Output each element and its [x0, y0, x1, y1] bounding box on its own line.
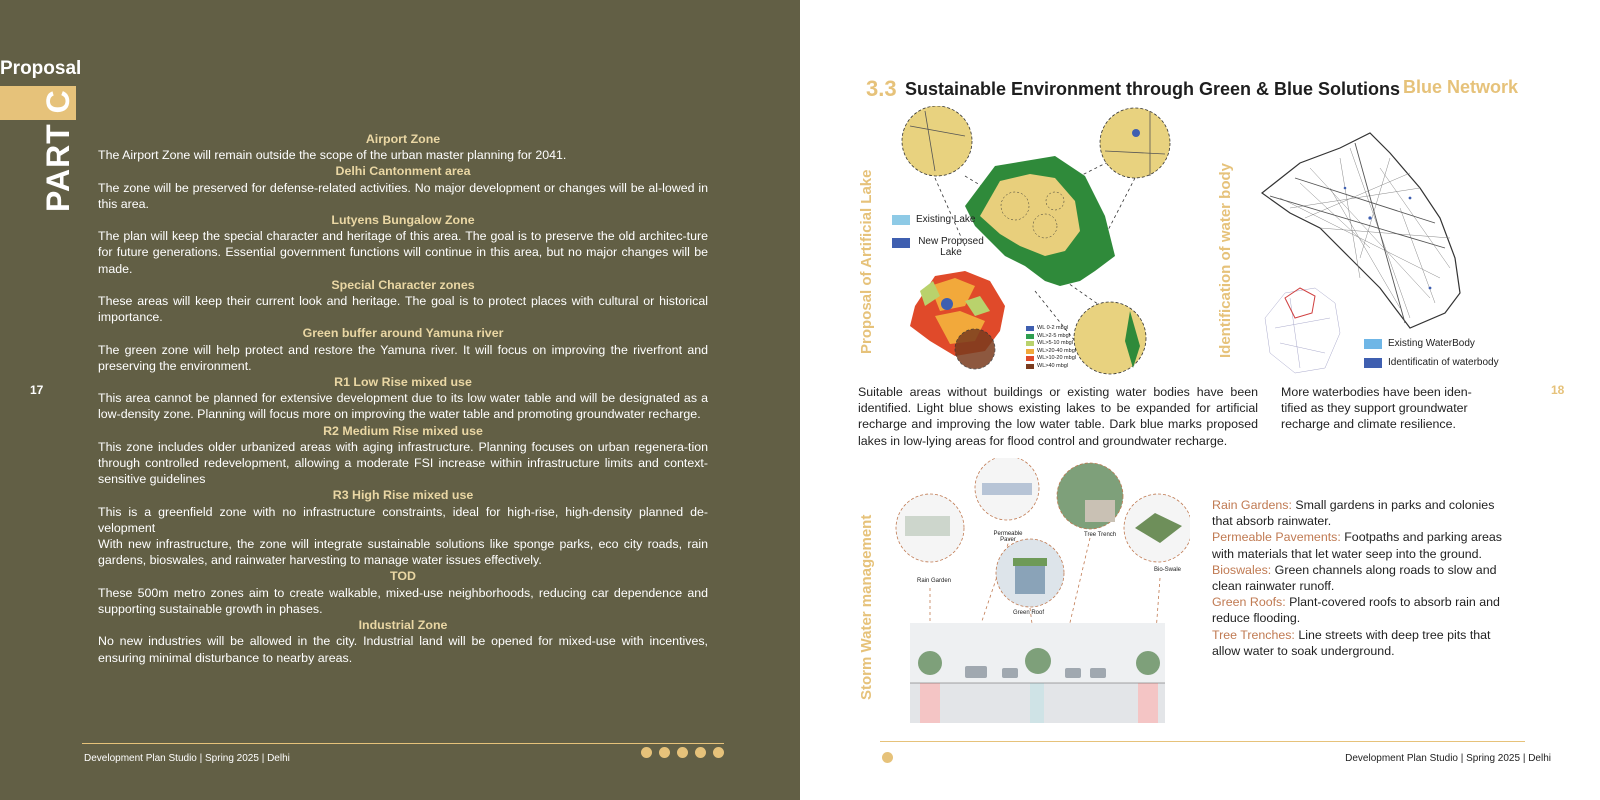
zone-title: R3 High Rise mixed use [332, 488, 474, 503]
zone-description: This zone includes older urbanized areas with aging infrastructure. Planning focuses on urban regenera-tion through controlled redevelopment, allowing a moderate FSI increase within infrastructure limits and context-sensitive guidelines [98, 439, 708, 487]
lake-description: Suitable areas without buildings or existing water bodies have been identified. Light blue shows existing lakes to be expanded for artificial recharge and improving the low water table. Dark blue marks proposed lakes in low-lying areas for flood control and groundwater recharge. [858, 385, 1258, 448]
wl-legend-label: WL>10-20 mbgl [1037, 355, 1076, 361]
wl-legend-label: WL>20-40 mbgl [1037, 347, 1076, 354]
zone-title: Special Character zones [331, 277, 475, 292]
storm-water-illustration [890, 458, 1190, 733]
vertical-label-storm: Storm Water management [858, 514, 875, 700]
swatch-icon [1026, 356, 1034, 361]
wl-legend-item [1026, 363, 1076, 371]
storm-measure-term: Tree Trenches: [1212, 627, 1295, 642]
page-number-left: 17 [30, 383, 44, 397]
swatch-icon [1026, 341, 1034, 346]
storm-measure-text: Footpaths and parking areas with materials that let water seep into the ground. [1212, 530, 1502, 561]
zone-title: Green buffer around Yamuna river [302, 326, 504, 341]
storm-measure-term: Green Roofs: [1212, 595, 1286, 610]
legend-identified-waterbody [1364, 357, 1499, 368]
storm-measure-text: Line streets with deep tree pits that allow water to soak underground. [1212, 627, 1491, 658]
zone-title: R2 Medium Rise mixed use [323, 423, 483, 438]
wl-legend-label: WL>2-5 mbgl [1037, 332, 1070, 339]
page-dot [713, 747, 724, 758]
swatch-icon [1026, 349, 1034, 354]
label-rain-garden: Rain Garden [917, 578, 952, 584]
swatch-icon [1026, 334, 1034, 339]
legend-existing-lake [892, 214, 975, 225]
zone-description: These areas will keep their current look and heritage. The goal is to protect places with cultural or historical importance. [98, 294, 708, 325]
swatch-icon [1026, 364, 1034, 369]
legend-new-lake [892, 236, 986, 258]
swatch-icon [1364, 358, 1382, 368]
footer-divider-left [82, 743, 724, 744]
swatch-icon [1026, 326, 1034, 331]
legend-label: Existing WaterBody [1388, 338, 1475, 349]
zone-description: The plan will keep the special character and heritage of this area. The goal is to preserve the old architec-ture for future generations. Essential government functions will continue in this area, but no major changes will be made. [98, 229, 708, 276]
zone-description: No new industries will be allowed in the city. Industrial land will be opened for mixed-use with incentives, ensuring minimal disturbance to nearby areas. [98, 634, 708, 665]
zone-title: Delhi Cantonment area [335, 164, 471, 179]
zone-list [98, 131, 708, 666]
page-dot [641, 747, 652, 758]
zone-description: The zone will be preserved for defense-related activities. No major development or changes will be al-lowed in this area. [98, 180, 708, 211]
label-permeable-paver: Permeable Paver [993, 531, 1023, 543]
section-title: Sustainable Environment through Green & Blue Solutions [905, 79, 1401, 99]
storm-measure-text: Plant-covered roofs to absorb rain and reduce flooding. [1212, 595, 1500, 626]
zone-title: R1 Low Rise mixed use [334, 375, 472, 390]
storm-measure [1212, 594, 1517, 626]
zone-description: The Airport Zone will remain outside the scope of the urban master planning for 2041. [98, 148, 567, 163]
legend-label: Identificatin of waterbody [1388, 357, 1499, 368]
right-page [800, 0, 1600, 800]
section-number: 3.3 [866, 76, 897, 101]
zone-description: This area cannot be planned for extensive development due to its low water table and will be designated as a low-density zone. Planning will focus more on improving the water table and promoting groundwater recharge. [98, 391, 708, 422]
footer-divider-right [880, 741, 1525, 742]
swatch-icon [892, 215, 910, 225]
page-dots [641, 747, 724, 758]
storm-measure [1212, 627, 1517, 659]
storm-measure-text: Small gardens in parks and colonies that absorb rainwater. [1212, 498, 1495, 529]
network-label: Blue Network [1403, 77, 1519, 97]
page-number-right: 18 [1551, 383, 1565, 397]
legend-label: Existing Lake [916, 214, 976, 225]
water-level-legend [1026, 325, 1076, 370]
wl-legend-item [1026, 355, 1076, 363]
wl-legend-item [1026, 333, 1076, 341]
storm-measure-term: Bioswales: [1212, 562, 1272, 577]
storm-measure [1212, 529, 1517, 561]
part-label: PART C [40, 89, 76, 212]
wl-legend-item [1026, 348, 1076, 356]
zone-title: Airport Zone [365, 132, 441, 146]
wl-legend-label: WL 0-2 mbgl [1037, 325, 1068, 331]
zone-description: The green zone will help protect and restore the Yamuna river. It will focus on improving the riverfront and preserving the environment. [98, 342, 708, 373]
storm-measure-term: Rain Gardens: [1212, 498, 1292, 512]
wl-legend-label: WL>40 mbgl [1037, 362, 1069, 369]
page-dot [677, 747, 688, 758]
vertical-label-water-body: Identification of water body [1217, 162, 1234, 358]
page-dot [695, 747, 706, 758]
page-dot [882, 752, 893, 763]
wl-legend-item [1026, 340, 1076, 348]
storm-measure [1212, 562, 1517, 594]
footer-left: Development Plan Studio | Spring 2025 | Delhi [84, 753, 290, 764]
vertical-label-lake: Proposal of Artificial Lake [858, 169, 875, 354]
footer-right: Development Plan Studio | Spring 2025 | Delhi [1345, 753, 1551, 764]
wl-legend-label: WL>5-10 mbgl [1037, 340, 1073, 346]
page-dot [659, 747, 670, 758]
zone-description: This is a greenfield zone with no infrastructure constraints, ideal for high-rise, high-density planned de-velopment With new infrastructure, the zone will integrate sustainable solutions like sponge parks, eco city roads, rain gardens, bioswales, and rainwater harvesting to manage water issues effectively. [98, 504, 708, 568]
swatch-icon [892, 238, 910, 248]
swatch-icon [1364, 339, 1382, 349]
label-green-roof: Green Roof [1013, 610, 1045, 616]
label-bio-swale: Bio-Swale [1154, 567, 1182, 573]
zone-title: TOD [390, 569, 416, 584]
waterbody-description: More waterbodies have been iden-tified as they support groundwater recharge and climate resilience. [1281, 385, 1472, 432]
zone-title: Industrial Zone [358, 618, 448, 633]
label-tree-trench: Tree Trench [1084, 532, 1117, 538]
proposal-title: Proposal [0, 58, 82, 79]
legend-existing-waterbody [1364, 338, 1475, 349]
storm-measure-text: Green channels along roads to slow and clean rainwater runoff. [1212, 562, 1497, 594]
storm-measure-term: Permeable Pavements: [1212, 530, 1341, 545]
storm-measures-list [1212, 497, 1517, 659]
legend-label: New Proposed Lake [918, 236, 984, 258]
wl-legend-item [1026, 325, 1076, 333]
part-label-wrap [40, 89, 80, 340]
zone-description: These 500m metro zones aim to create walkable, mixed-use neighborhoods, reducing car dependence and supporting sustainable growth in phases. [98, 585, 708, 616]
storm-measure [1212, 497, 1517, 529]
zone-title: Lutyens Bungalow Zone [331, 213, 475, 228]
